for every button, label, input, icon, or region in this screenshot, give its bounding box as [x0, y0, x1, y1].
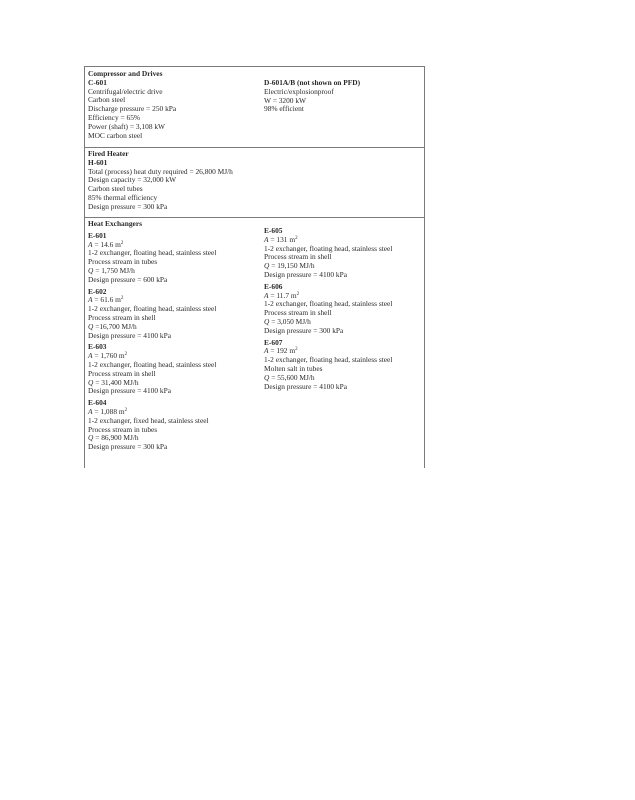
duty-symbol: Q: [264, 372, 270, 382]
exchanger-col-left: [88, 220, 263, 452]
area-exponent: 2: [295, 347, 298, 353]
spec-line: Efficiency = 65%: [88, 112, 141, 122]
duty-symbol: Q: [88, 265, 94, 275]
area-symbol: A: [88, 239, 93, 249]
spec-line: MOC carbon steel: [88, 130, 143, 140]
duty-value: =16,700 MJ/h: [93, 321, 137, 331]
spec-line: Centrifugal/electric drive: [88, 86, 163, 96]
exchanger-pressure: Design pressure = 4100 kPa: [88, 330, 171, 340]
area-exponent: 2: [120, 240, 124, 246]
area-unit: m: [118, 351, 125, 361]
h601-block: [88, 150, 418, 212]
exchanger-id: E-603: [88, 342, 107, 352]
equipment-id: D-601A/B (not shown on PFD): [264, 78, 361, 87]
exchanger-type: 1-2 exchanger, floating head, stainless steel: [88, 359, 217, 369]
spec-line: W = 3200 kW: [264, 95, 307, 105]
section-heading: Fired Heater: [88, 149, 129, 158]
compressor-section: [85, 67, 424, 148]
area-symbol: A: [88, 295, 93, 305]
d601-block: [264, 79, 424, 114]
duty-symbol: Q: [88, 433, 94, 443]
area-exponent: 2: [120, 296, 124, 302]
exchanger-stream: Molten salt in tubes: [264, 363, 323, 373]
exchanger-section: [85, 218, 424, 469]
duty-value: = 3,050 MJ/h: [269, 316, 311, 326]
exchanger-col-right: [264, 227, 424, 391]
area-unit: m: [289, 234, 296, 244]
spec-line: Design capacity = 32,000 kW: [88, 175, 177, 185]
exchanger-type: 1-2 exchanger, floating head, stainless steel: [264, 299, 393, 309]
exchanger-id: E-601: [88, 230, 107, 240]
exchanger-type: 1-2 exchanger, floating head, stainless steel: [264, 243, 393, 253]
exchanger-id: E-607: [264, 337, 283, 347]
exchanger-pressure: Design pressure = 4100 kPa: [264, 269, 347, 279]
spec-line: Design pressure = 300 kPa: [88, 201, 168, 211]
c601-block: [88, 70, 263, 140]
section-heading: Heat Exchangers: [88, 219, 142, 228]
exchanger-pressure: Design pressure = 4100 kPa: [264, 381, 347, 391]
equipment-id: H-601: [88, 157, 108, 167]
exchanger-stream: Process stream in tubes: [88, 424, 158, 434]
exchanger-pressure: Design pressure = 600 kPa: [88, 274, 168, 284]
area-exponent: 2: [124, 352, 128, 358]
exchanger-block: [88, 343, 263, 396]
area-value: = 1,088: [92, 406, 119, 416]
area-symbol: A: [88, 406, 93, 416]
area-exponent: 2: [124, 407, 128, 413]
exchanger-stream: Process stream in shell: [88, 368, 156, 378]
duty-symbol: Q: [264, 316, 270, 326]
duty-value: = 86,900 MJ/h: [93, 433, 139, 443]
duty-value: = 55,600 MJ/h: [269, 372, 315, 382]
exchanger-pressure: Design pressure = 4100 kPa: [88, 386, 171, 396]
spec-line: 98% efficient: [264, 104, 304, 114]
exchanger-stream: Process stream in shell: [88, 312, 156, 322]
spec-line: Electric/explosionproof: [264, 86, 334, 96]
area-exponent: 2: [296, 291, 300, 297]
area-value: = 61.6: [92, 295, 116, 305]
spec-line: Carbon steel: [88, 95, 126, 105]
exchanger-type: 1-2 exchanger, floating head, stainless steel: [88, 248, 217, 258]
area-symbol: A: [264, 346, 269, 356]
area-symbol: A: [264, 290, 269, 300]
duty-value: = 31,400 MJ/h: [93, 377, 139, 387]
section-heading: Compressor and Drives: [88, 69, 163, 78]
duty-symbol: Q: [88, 321, 94, 331]
spec-line: 85% thermal efficiency: [88, 192, 158, 202]
equipment-id: C-601: [88, 77, 107, 87]
exchanger-pressure: Design pressure = 300 kPa: [264, 325, 344, 335]
exchanger-stream: Process stream in tubes: [88, 257, 158, 267]
spec-line: Total (process) heat duty required = 26,800 MJ/h: [88, 166, 233, 176]
area-unit: m: [115, 239, 121, 249]
area-value: = 14.6: [92, 239, 116, 249]
duty-value: = 19,150 MJ/h: [269, 261, 315, 271]
equipment-table: [84, 66, 425, 468]
duty-symbol: Q: [88, 377, 94, 387]
area-value: = 131: [268, 234, 290, 244]
exchanger-block: [88, 288, 263, 341]
exchanger-type: 1-2 exchanger, floating head, stainless steel: [264, 355, 393, 365]
duty-value: = 1,750 MJ/h: [93, 265, 135, 275]
heater-section: [85, 148, 424, 218]
exchanger-id: E-606: [264, 281, 283, 291]
exchanger-type: 1-2 exchanger, floating head, stainless steel: [88, 304, 217, 314]
spec-line: Discharge pressure = 250 kPa: [88, 104, 177, 114]
exchanger-id: E-602: [88, 286, 107, 296]
area-exponent: 2: [295, 235, 298, 241]
spec-line: Power (shaft) = 3,108 kW: [88, 121, 166, 131]
area-value: = 11.7: [268, 290, 291, 300]
exchanger-type: 1-2 exchanger, fixed head, stainless steel: [88, 415, 209, 425]
area-unit: m: [289, 346, 296, 356]
exchanger-id: E-605: [264, 226, 283, 235]
duty-symbol: Q: [264, 261, 270, 271]
exchanger-block: [264, 227, 424, 280]
area-unit: m: [118, 406, 125, 416]
exchanger-stream: Process stream in shell: [264, 252, 332, 262]
exchanger-block: [264, 339, 424, 392]
exchanger-pressure: Design pressure = 300 kPa: [88, 442, 168, 452]
area-symbol: A: [88, 351, 93, 361]
area-value: = 192: [268, 346, 290, 356]
exchanger-block: [88, 399, 263, 452]
spec-line: Carbon steel tubes: [88, 184, 143, 194]
exchanger-block: [88, 232, 263, 285]
exchanger-block: [264, 283, 424, 336]
area-symbol: A: [264, 234, 269, 244]
exchanger-id: E-604: [88, 398, 107, 408]
area-unit: m: [115, 295, 121, 305]
area-unit: m: [290, 290, 297, 300]
exchanger-stream: Process stream in shell: [264, 308, 332, 318]
area-value: = 1,760: [92, 351, 119, 361]
